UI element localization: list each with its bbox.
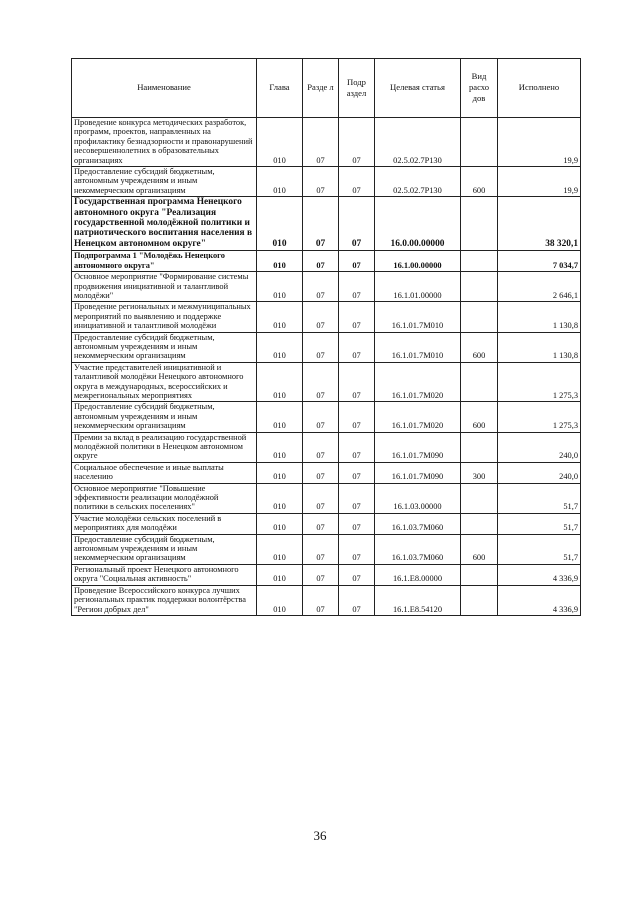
- cell-executed: 19,9: [498, 167, 581, 197]
- cell-chapter: 010: [257, 564, 303, 585]
- table-row: [72, 462, 581, 483]
- cell-chapter: 010: [257, 118, 303, 167]
- cell-executed: 1 275,3: [498, 362, 581, 402]
- table-row: [72, 272, 581, 302]
- cell-name: Проведение конкурса методических разработок, программ, проектов, направленных на профилактику безнадзорности и правонарушений несовершеннолетних в образовательных организациях: [72, 118, 257, 167]
- cell-name: Предоставление субсидий бюджетным, автономным учреждениям и иным некоммерческим организациям: [72, 402, 257, 432]
- cell-section: 07: [303, 585, 339, 615]
- cell-name: Премии за вклад в реализацию государственной молодёжной политики в Ненецком автономном округе: [72, 432, 257, 462]
- cell-target: 16.1.01.7М020: [375, 402, 461, 432]
- table-row: [72, 362, 581, 402]
- table-row: [72, 432, 581, 462]
- cell-section: 07: [303, 362, 339, 402]
- cell-section: 07: [303, 462, 339, 483]
- cell-target: 16.1.03.00000: [375, 483, 461, 513]
- header-chapter: Глава: [257, 59, 303, 118]
- cell-chapter: 010: [257, 302, 303, 332]
- cell-type: 300: [461, 462, 498, 483]
- cell-executed: 240,0: [498, 462, 581, 483]
- cell-chapter: 010: [257, 534, 303, 564]
- cell-chapter: 010: [257, 513, 303, 534]
- cell-section: 07: [303, 332, 339, 362]
- table-row: [72, 585, 581, 615]
- table-row: [72, 332, 581, 362]
- cell-subsection: 07: [339, 197, 375, 251]
- cell-section: 07: [303, 272, 339, 302]
- cell-executed: 51,7: [498, 534, 581, 564]
- cell-target: 16.1.Е8.00000: [375, 564, 461, 585]
- header-executed: Исполнено: [498, 59, 581, 118]
- table-row: [72, 167, 581, 197]
- cell-chapter: 010: [257, 332, 303, 362]
- cell-executed: 1 275,3: [498, 402, 581, 432]
- table-row: [72, 564, 581, 585]
- cell-subsection: 07: [339, 402, 375, 432]
- cell-name: Основное мероприятие "Формирование системы продвижения инициативной и талантливой молодёжи": [72, 272, 257, 302]
- table-row: [72, 118, 581, 167]
- cell-chapter: 010: [257, 167, 303, 197]
- cell-chapter: 010: [257, 462, 303, 483]
- cell-target: 16.1.01.7М090: [375, 432, 461, 462]
- cell-chapter: 010: [257, 251, 303, 272]
- table-row: [72, 483, 581, 513]
- cell-type: 600: [461, 534, 498, 564]
- cell-subsection: 07: [339, 585, 375, 615]
- cell-section: 07: [303, 197, 339, 251]
- cell-executed: 4 336,9: [498, 564, 581, 585]
- table-row: [72, 402, 581, 432]
- header-subsection: Подр аздел: [339, 59, 375, 118]
- cell-executed: 51,7: [498, 483, 581, 513]
- cell-target: 16.1.Е8.54120: [375, 585, 461, 615]
- cell-name: Предоставление субсидий бюджетным, автономным учреждениям и иным некоммерческим организациям: [72, 167, 257, 197]
- cell-target: 16.1.01.7М010: [375, 302, 461, 332]
- page-number: 36: [313, 828, 327, 843]
- cell-section: 07: [303, 251, 339, 272]
- cell-type: [461, 362, 498, 402]
- cell-type: 600: [461, 167, 498, 197]
- cell-type: [461, 118, 498, 167]
- cell-type: 600: [461, 332, 498, 362]
- header-type: Вид расхо дов: [461, 59, 498, 118]
- cell-name: Социальное обеспечение и иные выплаты населению: [72, 462, 257, 483]
- header-target: Целевая статья: [375, 59, 461, 118]
- cell-target: 02.5.02.7Р130: [375, 118, 461, 167]
- cell-target: 16.1.03.7М060: [375, 534, 461, 564]
- cell-type: [461, 302, 498, 332]
- cell-type: [461, 513, 498, 534]
- cell-section: 07: [303, 513, 339, 534]
- cell-executed: 4 336,9: [498, 585, 581, 615]
- cell-name: Государственная программа Ненецкого автономного округа "Реализация государственной молодёжной политики и патриотического воспитания населения в Ненецком автономном округе": [72, 197, 257, 251]
- cell-chapter: 010: [257, 362, 303, 402]
- cell-target: 16.1.00.00000: [375, 251, 461, 272]
- cell-executed: 240,0: [498, 432, 581, 462]
- table-row: [72, 513, 581, 534]
- cell-type: [461, 251, 498, 272]
- cell-type: [461, 197, 498, 251]
- cell-subsection: 07: [339, 332, 375, 362]
- cell-name: Участие молодёжи сельских поселений в мероприятиях для молодёжи: [72, 513, 257, 534]
- cell-type: [461, 483, 498, 513]
- cell-name: Региональный проект Ненецкого автономного округа "Социальная активность": [72, 564, 257, 585]
- cell-target: 16.1.03.7М060: [375, 513, 461, 534]
- cell-section: 07: [303, 483, 339, 513]
- cell-subsection: 07: [339, 564, 375, 585]
- cell-name: Предоставление субсидий бюджетным, автономным учреждениям и иным некоммерческим организациям: [72, 332, 257, 362]
- budget-table: [71, 58, 581, 616]
- cell-subsection: 07: [339, 483, 375, 513]
- cell-type: [461, 585, 498, 615]
- cell-section: 07: [303, 167, 339, 197]
- cell-name: Подпрограмма 1 "Молодёжь Ненецкого автономного округа": [72, 251, 257, 272]
- cell-name: Проведение Всероссийского конкурса лучших региональных практик поддержки волонтёрства "Регион добрых дел": [72, 585, 257, 615]
- cell-subsection: 07: [339, 302, 375, 332]
- cell-executed: 1 130,8: [498, 332, 581, 362]
- table-row: [72, 534, 581, 564]
- table-row: [72, 197, 581, 251]
- cell-subsection: 07: [339, 251, 375, 272]
- cell-chapter: 010: [257, 483, 303, 513]
- table-body: [72, 118, 581, 616]
- cell-name: Предоставление субсидий бюджетным, автономным учреждениям и иным некоммерческим организациям: [72, 534, 257, 564]
- cell-section: 07: [303, 118, 339, 167]
- cell-chapter: 010: [257, 197, 303, 251]
- cell-executed: 2 646,1: [498, 272, 581, 302]
- cell-name: Основное мероприятие "Повышение эффективности реализации молодёжной политики в сельских поселениях": [72, 483, 257, 513]
- cell-chapter: 010: [257, 272, 303, 302]
- cell-subsection: 07: [339, 462, 375, 483]
- cell-name: Проведение региональных и межмуниципальных мероприятий по выявлению и поддержке инициативной и талантливой молодёжи: [72, 302, 257, 332]
- cell-target: 16.1.01.7М090: [375, 462, 461, 483]
- cell-subsection: 07: [339, 167, 375, 197]
- cell-executed: 19,9: [498, 118, 581, 167]
- cell-subsection: 07: [339, 534, 375, 564]
- cell-target: 16.1.01.7М020: [375, 362, 461, 402]
- cell-target: 16.1.01.7М010: [375, 332, 461, 362]
- cell-target: 16.0.00.00000: [375, 197, 461, 251]
- cell-section: 07: [303, 402, 339, 432]
- cell-subsection: 07: [339, 362, 375, 402]
- cell-executed: 7 034,7: [498, 251, 581, 272]
- cell-section: 07: [303, 302, 339, 332]
- cell-type: 600: [461, 402, 498, 432]
- cell-chapter: 010: [257, 585, 303, 615]
- table-row: [72, 251, 581, 272]
- cell-subsection: 07: [339, 432, 375, 462]
- cell-section: 07: [303, 564, 339, 585]
- cell-target: 16.1.01.00000: [375, 272, 461, 302]
- cell-executed: 1 130,8: [498, 302, 581, 332]
- header-name: Наименование: [72, 59, 257, 118]
- cell-type: [461, 564, 498, 585]
- cell-subsection: 07: [339, 513, 375, 534]
- cell-type: [461, 432, 498, 462]
- cell-target: 02.5.02.7Р130: [375, 167, 461, 197]
- header-section: Разде л: [303, 59, 339, 118]
- cell-name: Участие представителей инициативной и талантливой молодёжи Ненецкого автономного округа в международных, всероссийских и межрегиональных мероприятиях: [72, 362, 257, 402]
- cell-type: [461, 272, 498, 302]
- cell-executed: 51,7: [498, 513, 581, 534]
- cell-subsection: 07: [339, 272, 375, 302]
- cell-section: 07: [303, 432, 339, 462]
- table-row: [72, 302, 581, 332]
- cell-chapter: 010: [257, 432, 303, 462]
- cell-executed: 38 320,1: [498, 197, 581, 251]
- header-row: [72, 59, 581, 118]
- cell-section: 07: [303, 534, 339, 564]
- cell-chapter: 010: [257, 402, 303, 432]
- cell-subsection: 07: [339, 118, 375, 167]
